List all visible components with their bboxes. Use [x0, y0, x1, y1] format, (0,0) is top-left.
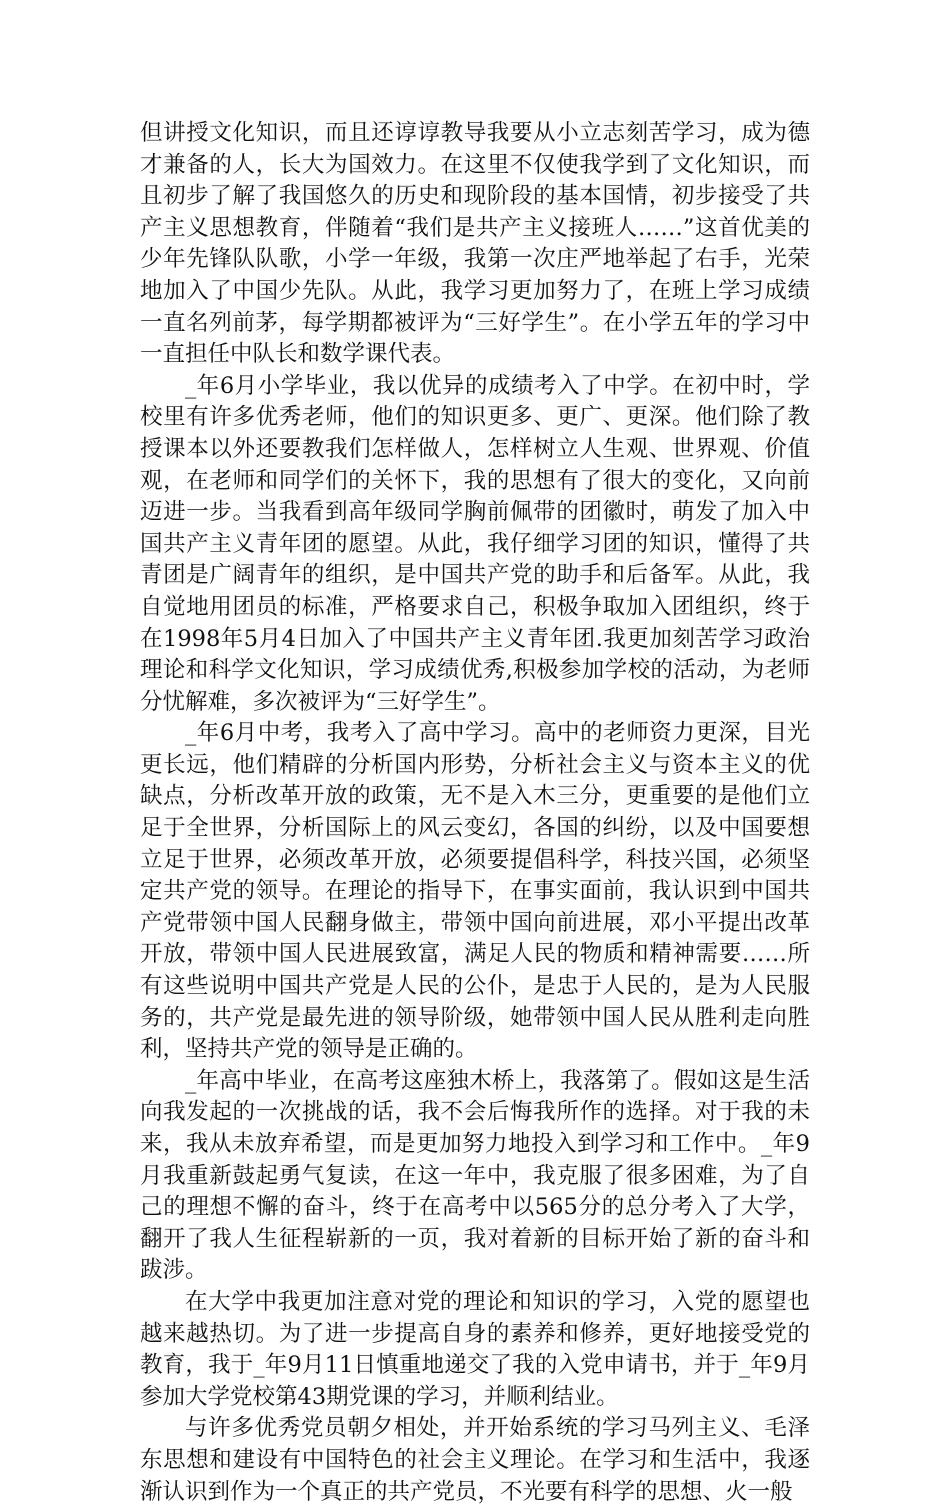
paragraph-1: 但讲授文化知识，而且还谆谆教导我要从小立志刻苦学习，成为德才兼备的人，长大为国效力。在这里不仅使我学到了文化知识，而且初步了解了我国悠久的历史和现阶段的基本国情，初步接受了共产主义思想教育，伴随着“我们是共产主义接班人……”这首优美的少年先锋队队歌，小学一年级，我第一次庄严地举起了右手，光荣地加入了中国少先队。从此，我学习更加努力了，在班上学习成绩一直名列前茅，每学期都被评为“三好学生”。在小学五年的学习中一直担任中队长和数学课代表。 — [140, 120, 810, 368]
paragraph-6: 与许多优秀党员朝夕相处，并开始系统的学习马列主义、毛泽东思想和建设有中国特色的社会主义理论。在学习和生活中，我逐渐认识到作为一个真正的共产党员，不光要有科学的思想、火一般 — [140, 1415, 810, 1505]
paragraph-5: 在大学中我更加注意对党的理论和知识的学习，入党的愿望也越来越热切。为了进一步提高自身的素养和修养，更好地接受党的教育，我于_年9月11日慎重地递交了我的入党申请书，并于_年9月参加大学党校第43期党课的学习，并顺利结业。 — [140, 1288, 810, 1410]
paragraph-2: _年6月小学毕业，我以优异的成绩考入了中学。在初中时，学校里有许多优秀老师，他们的知识更多、更广、更深。他们除了教授课本以外还要教我们怎样做人，怎样树立人生观、世界观、价值观，在老师和同学们的关怀下，我的思想有了很大的变化，又向前迈进一步。当我看到高年级同学胸前佩带的团徽时，萌发了加入中国共产主义青年团的愿望。从此，我仔细学习团的知识，懂得了共青团是广阔青年的组织，是中国共产党的助手和后备军。从此，我自觉地用团员的标准，严格要求自己，积极争取加入团组织，终于在1998年5月4日加入了中国共产主义青年团.我更加刻苦学习政治理论和科学文化知识，学习成绩优秀,积极参加学校的活动，为老师分忧解难，多次被评为“三好学生”。 — [140, 372, 810, 715]
paragraph-3: _年6月中考，我考入了高中学习。高中的老师资力更深，目光更长远，他们精辟的分析国内形势，分析社会主义与资本主义的优缺点，分析改革开放的政策，无不是入木三分，更重要的是他们立足于全世界，分析国际上的风云变幻，各国的纠纷，以及中国要想立足于世界，必须改革开放，必须要提倡科学，科技兴国，必须坚定共产党的领导。在理论的指导下，在事实面前，我认识到中国共产党带领中国人民翻身做主，带领中国向前进展，邓小平提出改革开放，带领中国人民进展致富，满足人民的物质和精神需要……所有这些说明中国共产党是人民的公仆，是忠于人民的，是为人民服务的，共产党是最先进的领导阶级，她带领中国人民从胜利走向胜利，坚持共产党的领导是正确的。 — [140, 720, 810, 1063]
paragraph-4: _年高中毕业，在高考这座独木桥上，我落第了。假如这是生活向我发起的一次挑战的话，我不会后悔我所作的选择。对于我的未来，我从未放弃希望，而是更加努力地投入到学习和工作中。_年9月我重新鼓起勇气复读，在这一年中，我克服了很多困难，为了自己的理想不懈的奋斗，终于在高考中以565分的总分考入了大学，翻开了我人生征程崭新的一页，我对着新的目标开始了新的奋斗和跋涉。 — [140, 1067, 810, 1284]
document-body — [140, 118, 810, 1508]
